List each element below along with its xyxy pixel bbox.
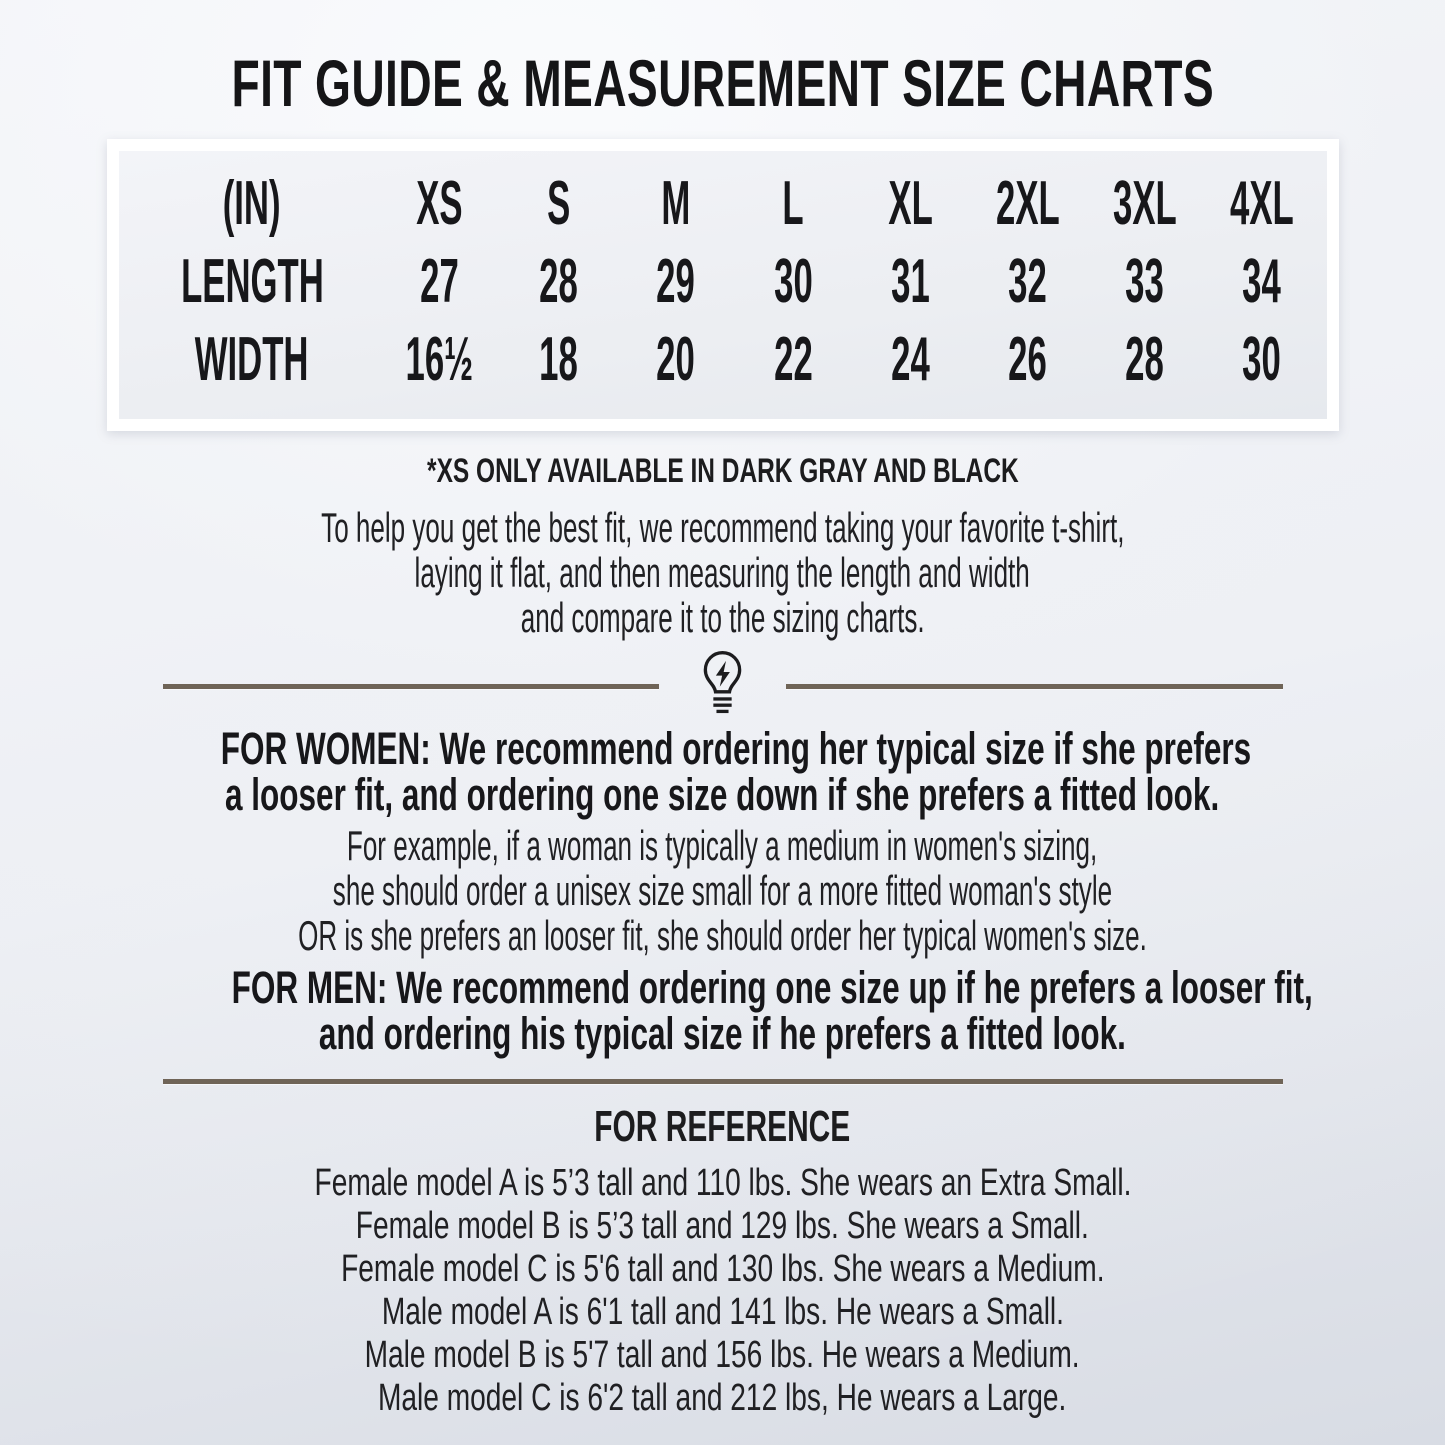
xs-availability-note: *XS ONLY AVAILABLE IN DARK GRAY AND BLACK [426, 452, 1019, 490]
size-chart-value: 28 [539, 247, 578, 316]
size-chart-row-label: LENGTH [180, 247, 324, 316]
size-chart-value: 24 [890, 325, 930, 394]
for-men-line: and ordering his typical size if he prefers a fitted look. [319, 1008, 1126, 1059]
size-chart-col-header: L [782, 169, 804, 238]
model-reference-item: Male model A is 6'1 tall and 141 lbs. He wears a Small. [381, 1291, 1064, 1333]
model-reference-item: Male model C is 6'2 tall and 212 lbs, He wears a Large. [378, 1377, 1067, 1419]
size-chart-value: 30 [1242, 325, 1282, 394]
instruction-line: and compare it to the sizing charts. [520, 594, 925, 641]
page-title [0, 48, 1445, 118]
women-sizing-example [0, 823, 1445, 958]
size-chart-value: 20 [656, 325, 696, 394]
reference-heading: FOR REFERENCE [594, 1102, 851, 1151]
instruction-line: To help you get the best fit, we recommend taking your favorite t-shirt, [320, 504, 1125, 551]
size-chart-value: 29 [656, 247, 696, 316]
size-chart-table [119, 151, 1327, 419]
model-reference-item: Female model A is 5’3 tall and 110 lbs. She wears an Extra Small. [314, 1162, 1131, 1204]
for-men-recommendation [0, 962, 1445, 1059]
size-chart-value: 27 [420, 247, 460, 316]
for-women-recommendation [0, 723, 1445, 820]
for-men-line: FOR MEN: We recommend ordering one size up if he prefers a looser fit, [231, 962, 1313, 1013]
size-chart-row-label: WIDTH [195, 325, 309, 394]
size-chart-value: 26 [1008, 325, 1047, 394]
page-title-text: FIT GUIDE & MEASUREMENT SIZE CHARTS [231, 46, 1214, 120]
for-women-line: a looser fit, and ordering one size down if she prefers a fitted look. [225, 769, 1220, 820]
for-women-line: FOR WOMEN: We recommend ordering her typical size if she prefers [220, 723, 1252, 774]
size-chart-col-header: 2XL [995, 169, 1060, 238]
size-chart-col-header: 4XL [1230, 169, 1294, 238]
example-line: OR is she prefers an looser fit, she should order her typical women's size. [298, 912, 1147, 959]
measuring-instructions [0, 505, 1445, 640]
section-divider-line [163, 1079, 1283, 1084]
divider-with-bulb [163, 648, 1283, 724]
size-chart-value: 22 [773, 325, 813, 394]
size-chart-value: 30 [773, 247, 813, 316]
model-reference-item: Female model C is 5'6 tall and 130 lbs. She wears a Medium. [340, 1248, 1105, 1290]
size-chart-value: 32 [1008, 247, 1047, 316]
divider-line-right [786, 684, 1283, 689]
size-chart-value: 28 [1125, 325, 1164, 394]
size-chart-value: 34 [1242, 247, 1282, 316]
size-chart-value: 33 [1125, 247, 1164, 316]
size-chart-col-header: M [661, 169, 691, 238]
size-chart-unit-header: (IN) [223, 169, 281, 238]
model-reference-item: Female model B is 5’3 tall and 129 lbs. She wears a Small. [355, 1205, 1090, 1247]
size-chart-value: 31 [890, 247, 930, 316]
size-chart-col-header: 3XL [1112, 169, 1177, 238]
size-chart-frame [107, 139, 1339, 431]
size-chart-value: 16½ [405, 325, 474, 394]
divider-line-left [163, 684, 660, 689]
instruction-line: laying it flat, and then measuring the length and width [414, 549, 1031, 596]
lightbulb-bolt-icon [699, 649, 746, 723]
size-chart-col-header: S [547, 169, 571, 238]
model-reference-list [0, 1162, 1445, 1420]
example-line: she should order a unisex size small for a more fitted woman's style [332, 867, 1113, 914]
size-chart-value: 18 [539, 325, 578, 394]
example-line: For example, if a woman is typically a medium in women's sizing, [347, 822, 1098, 869]
model-reference-item: Male model B is 5'7 tall and 156 lbs. He wears a Medium. [365, 1334, 1080, 1376]
size-chart-col-header: XL [888, 169, 933, 238]
size-chart-col-header: XS [416, 169, 463, 238]
